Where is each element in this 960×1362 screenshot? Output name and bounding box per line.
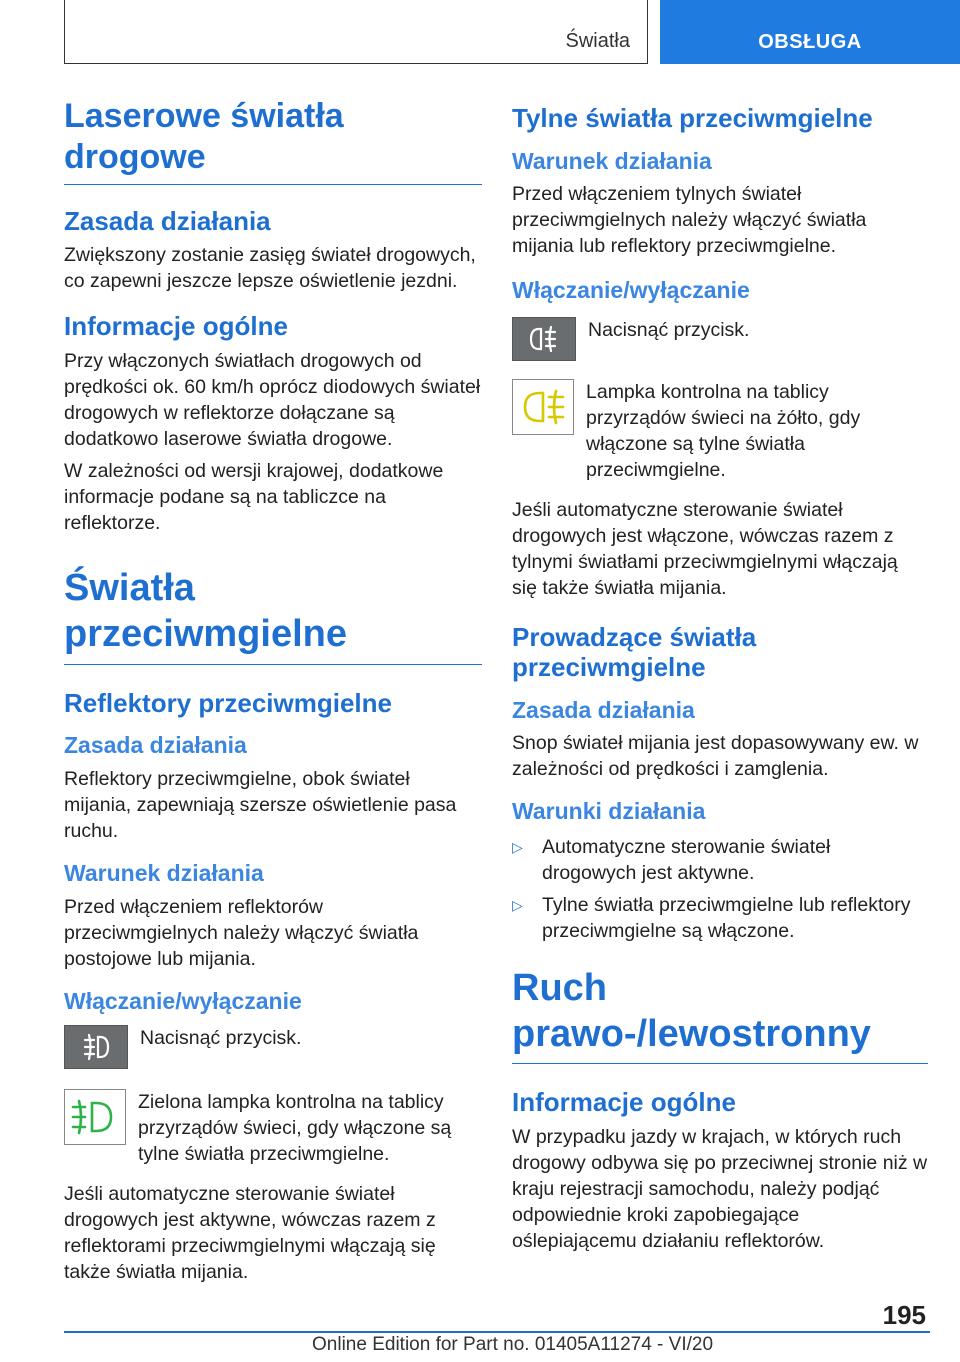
heading-rear-on-off: Włączanie/wyłączanie xyxy=(512,277,750,304)
heading-rear-condition: Warunek działania xyxy=(512,147,712,174)
heading-guide-principle: Zasada działania xyxy=(512,696,695,723)
rear-auto-text: Jeśli automatyczne sterowanie świateł drogowych jest włączone, wówczas razem z tylnymi światłami przeciwmgielnymi włączają się także światła mijania. xyxy=(512,499,898,600)
footer-edition: Online Edition for Part no. 01405A11274 - VI/20 xyxy=(312,1334,714,1355)
triangle-bullet-icon: ▷ xyxy=(512,897,523,914)
section-tab[interactable]: OBSŁUGA xyxy=(660,0,960,64)
front-fog-light-button-icon[interactable] xyxy=(64,1025,128,1069)
front-condition-text: Przed włączeniem reflektorów przeciwmgielnych należy włączyć światła postojowe lub mijania. xyxy=(64,895,419,970)
list-item: ▷ Tylne światła przeciwmgielne lub reflektory przeciwmgielne są włączone. xyxy=(512,894,911,943)
front-press-text: Nacisnąć przycisk. xyxy=(140,1027,302,1050)
footer-divider xyxy=(64,1331,930,1333)
heading-front-principle: Zasada działania xyxy=(64,732,247,759)
rear-press-text: Nacisnąć przycisk. xyxy=(588,319,750,342)
front-fog-light-indicator-icon xyxy=(64,1089,126,1145)
page-number: 195 xyxy=(882,1300,926,1330)
heading-laser-principle: Zasada działania xyxy=(64,205,271,236)
heading-front-on-off: Włączanie/wyłączanie xyxy=(64,987,302,1014)
header-frame xyxy=(64,0,648,64)
left-column xyxy=(64,96,482,1285)
laser-info-text-1: Przy włączonych światłach drogowych od prędkości ok. 60 km/h oprócz diodowych świateł drogowych w reflektorze dołączane są dodatkowo laserowe światła drogowe. xyxy=(64,350,481,451)
traffic-info-text: W przypadku jazdy w krajach, w których ruch drogowy odbywa się po przeciwnej stronie niż w kraju rejestracji samochodu, należy podjąć odpowiednie kroki zapobiegające oślepiającemu działaniu reflektorów. xyxy=(512,1126,928,1253)
guide-principle-text: Snop świateł mijania jest dopasowywany ew. w zależności od prędkości i zamglenia. xyxy=(512,732,919,781)
front-fog-lamp-row xyxy=(64,1089,482,1167)
front-fog-button-row xyxy=(64,1025,482,1069)
heading-front-fog-lights: Reflektory przeciwmgielne xyxy=(64,687,392,718)
heading-guide-conditions: Warunki działania xyxy=(512,798,706,825)
heading-front-condition: Warunek działania xyxy=(64,860,264,887)
heading-left-right-traffic: Ruch prawo-/lewostronny xyxy=(512,966,928,1064)
triangle-bullet-icon: ▷ xyxy=(512,839,523,856)
heading-rear-fog-lights: Tylne światła przeciwmgielne xyxy=(512,103,873,133)
heading-laser-general-info: Informacje ogólne xyxy=(64,311,288,342)
heading-laser-high-beam: Laserowe światła drogowe xyxy=(64,96,482,185)
laser-info-text-2: W zależności od wersji krajowej, dodatkowe informacje podane są na tabliczce na reflektorze. xyxy=(64,460,444,535)
heading-guide-fog-lights: Prowadzące światła przeciwmgielne xyxy=(512,622,757,682)
front-principle-text: Reflektory przeciwmgielne, obok świateł mijania, zapewniają szersze oświetlenie pasa ruchu. xyxy=(64,768,457,843)
front-lamp-text: Zielona lampka kontrolna na tablicy przyrządów świeci, gdy włączone są tylne światła przeciwmgielne. xyxy=(138,1091,452,1166)
heading-traffic-general-info: Informacje ogólne xyxy=(512,1087,736,1118)
laser-principle-text: Zwiększony zostanie zasięg świateł drogowych, co zapewni jeszcze lepsze oświetlenie jezdni. xyxy=(64,244,476,293)
rear-fog-button-row xyxy=(512,317,928,361)
right-column xyxy=(512,96,928,1254)
rear-lamp-text: Lampka kontrolna na tablicy przyrządów świeci na żółto, gdy włączone są tylne światła przeciwmgielne. xyxy=(586,381,861,482)
section-title: Światła xyxy=(565,30,630,52)
list-item: ▷ Automatyczne sterowanie świateł drogowych jest aktywne. xyxy=(512,836,831,885)
rear-fog-light-indicator-icon xyxy=(512,379,574,435)
rear-fog-light-button-icon[interactable] xyxy=(512,317,576,361)
front-auto-text: Jeśli automatyczne sterowanie świateł drogowych jest aktywne, wówczas razem z reflektorami przeciwmgielnymi włączają się także światła mijania. xyxy=(64,1183,436,1284)
guide-conditions-list xyxy=(512,834,928,944)
rear-condition-text: Przed włączeniem tylnych świateł przeciwmgielnych należy włączyć światła mijania lub reflektory przeciwmgielne. xyxy=(512,183,867,258)
rear-fog-lamp-row xyxy=(512,379,928,483)
heading-fog-lights: Światła przeciwmgielne xyxy=(64,566,482,664)
